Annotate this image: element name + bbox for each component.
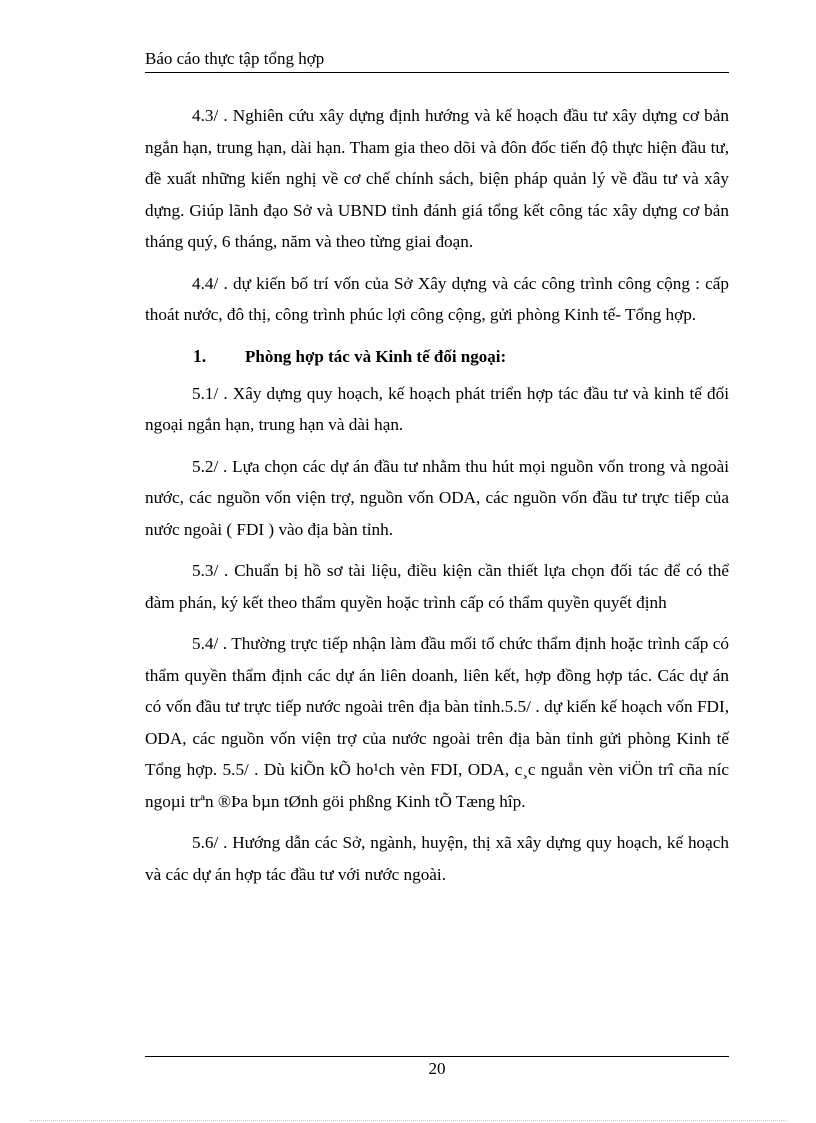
paragraph-5-4: 5.4/ . Thường trực tiếp nhận làm đầu mối tổ chức thẩm định hoặc trình cấp có thẩm quyền thẩm định các dự án liên doanh, liên kết, hợp đồng hợp tác. Các dự án có vốn đầu tư trực tiếp nước ngoài trên địa bàn tỉnh.5.5/ . dự kiến kế hoạch vốn FDI, ODA, các nguồn vốn viện trợ của nước ngoài trên địa bàn tỉnh gửi phòng Kinh tế Tổng hợp. 5.5/ . Dù kiÕn kÕ ho¹ch vèn FDI, ODA, c¸c nguån vèn viÖn trî cña níc ngoµi trªn ®Þa bµn tØnh göi phßng Kinh tÕ Tæng hîp. xyxy=(145,634,729,811)
paragraph-5-1: 5.1/ . Xây dựng quy hoạch, kế hoạch phát triển hợp tác đầu tư và kinh tế đối ngoại ngắn hạn, trung hạn và dài hạn. xyxy=(145,383,729,434)
paragraph-5-6: 5.6/ . Hướng dẫn các Sở, ngành, huyện, thị xã xây dựng quy hoạch, kế hoạch và các dự án hợp tác đầu tư với nước ngoài. xyxy=(145,833,729,884)
paragraph-4-3: 4.3/ . Nghiên cứu xây dựng định hướng và kế hoạch đầu tư xây dựng cơ bản ngắn hạn, trung hạn, dài hạn. Tham gia theo dõi và đôn đốc tiến độ thực hiện đầu tư, đề xuất những kiến nghị về cơ chế chính sách, biện pháp quản lý về đầu tư và xây dựng. Giúp lãnh đạo Sở và UBND tỉnh đánh giá tổng kết công tác xây dựng cơ bản tháng quý, 6 tháng, năm và theo từng giai đoạn. xyxy=(145,106,729,251)
paragraph-4-4: 4.4/ . dự kiến bố trí vốn của Sở Xây dựng và các công trình công cộng : cấp thoát nước, đô thị, công trình phúc lợi công cộng, gửi phòng Kinh tế- Tổng hợp. xyxy=(145,273,729,324)
section-title: Phòng hợp tác và Kinh tế đối ngoại: xyxy=(245,346,507,366)
section-number: 1. xyxy=(193,345,207,366)
header-divider xyxy=(145,72,729,73)
document-body xyxy=(145,100,729,900)
paragraph-5-3: 5.3/ . Chuẩn bị hồ sơ tài liệu, điều kiện cần thiết lựa chọn đối tác để có thể đàm phán, ký kết theo thẩm quyền hoặc trình cấp có thẩm quyền quyết định xyxy=(145,561,729,612)
page-bottom-dotted-border xyxy=(30,1120,786,1121)
section-heading xyxy=(145,341,729,372)
footer-divider xyxy=(145,1056,729,1057)
paragraph-5-2: 5.2/ . Lựa chọn các dự án đầu tư nhằm thu hút mọi nguồn vốn trong và ngoài nước, các nguồn vốn viện trợ, nguồn vốn ODA, các nguồn vốn đầu tư trực tiếp của nước ngoài ( FDI ) vào địa bàn tỉnh. xyxy=(145,456,729,539)
page-number: 20 xyxy=(428,1059,446,1078)
page-header-title: Báo cáo thực tập tổng hợp xyxy=(145,49,325,68)
